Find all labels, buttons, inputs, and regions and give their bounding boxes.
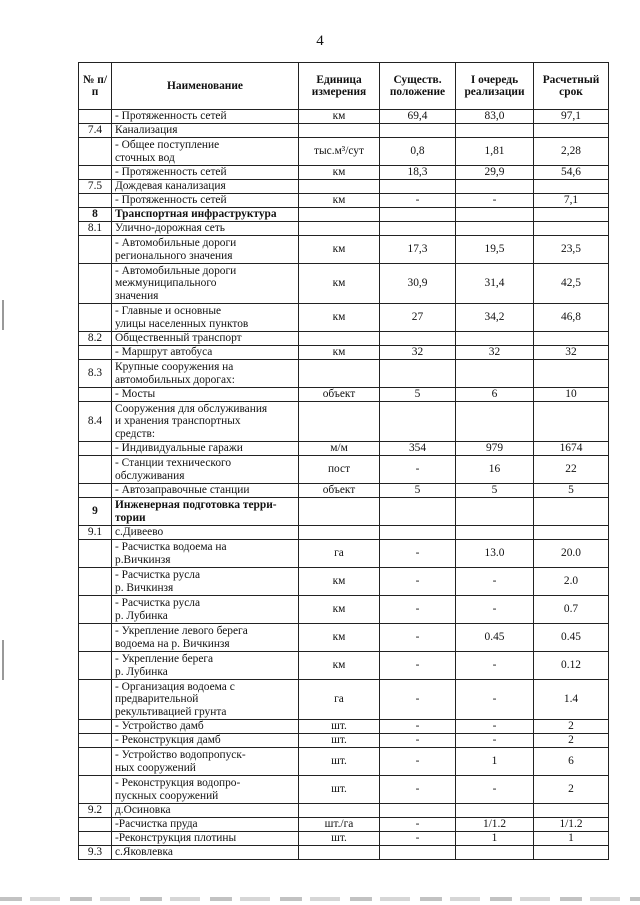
cell-stage1: - [456, 720, 534, 734]
cell-name: Улично-дорожная сеть [112, 222, 299, 236]
cell-target: 2.0 [534, 568, 609, 596]
cell-target: 1.4 [534, 680, 609, 720]
cell-unit: объект [299, 388, 380, 402]
cell-stage1: - [456, 568, 534, 596]
cell-existing: 69,4 [380, 110, 456, 124]
cell-unit: шт. [299, 734, 380, 748]
table-row [79, 180, 609, 194]
cell-unit [299, 360, 380, 388]
cell-stage1: 1,81 [456, 138, 534, 166]
table-row [79, 402, 609, 442]
table-body [79, 110, 609, 860]
cell-existing: 32 [380, 346, 456, 360]
cell-existing: 354 [380, 442, 456, 456]
cell-unit [299, 498, 380, 526]
table-row [79, 222, 609, 236]
cell-unit [299, 180, 380, 194]
cell-existing [380, 124, 456, 138]
cell-unit: км [299, 194, 380, 208]
table-row [79, 166, 609, 180]
cell-unit: км [299, 346, 380, 360]
cell-existing: - [380, 624, 456, 652]
cell-stage1: 1 [456, 832, 534, 846]
cell-target [534, 526, 609, 540]
cell-num [79, 194, 112, 208]
cell-target [534, 124, 609, 138]
cell-existing: 5 [380, 388, 456, 402]
cell-name: - Организация водоема с предварительной рекультивацией грунта [112, 680, 299, 720]
cell-target: 6 [534, 748, 609, 776]
cell-unit [299, 124, 380, 138]
cell-name: - Индивидуальные гаражи [112, 442, 299, 456]
cell-stage1: 29,9 [456, 166, 534, 180]
cell-name: - Автомобильные дороги регионального значения [112, 236, 299, 264]
cell-target: 22 [534, 456, 609, 484]
cell-existing [380, 526, 456, 540]
cell-unit [299, 222, 380, 236]
cell-target: 10 [534, 388, 609, 402]
table-row [79, 208, 609, 222]
cell-num: 9.3 [79, 846, 112, 860]
cell-stage1: - [456, 680, 534, 720]
cell-name: - Протяженность сетей [112, 110, 299, 124]
cell-unit [299, 846, 380, 860]
page-number: 4 [316, 33, 324, 49]
header-target: Расчетный срок [534, 63, 609, 110]
header-unit: Единица измерения [299, 63, 380, 110]
cell-num [79, 166, 112, 180]
cell-target [534, 332, 609, 346]
cell-target: 42,5 [534, 264, 609, 304]
cell-name: - Расчистка русла р. Вичкинзя [112, 568, 299, 596]
cell-stage1 [456, 498, 534, 526]
cell-stage1: - [456, 776, 534, 804]
table-row [79, 264, 609, 304]
table-row [79, 540, 609, 568]
cell-num: 8.4 [79, 402, 112, 442]
cell-name: - Протяженность сетей [112, 194, 299, 208]
cell-num [79, 442, 112, 456]
cell-existing [380, 804, 456, 818]
table-row [79, 304, 609, 332]
table-row [79, 804, 609, 818]
cell-existing: - [380, 776, 456, 804]
cell-name: Крупные сооружения на автомобильных дорогах: [112, 360, 299, 388]
cell-unit: км [299, 652, 380, 680]
cell-stage1: 16 [456, 456, 534, 484]
table-row [79, 568, 609, 596]
cell-num [79, 680, 112, 720]
cell-existing: - [380, 720, 456, 734]
header-name: Наименование [112, 63, 299, 110]
scan-margin-mark [2, 640, 4, 680]
cell-target [534, 402, 609, 442]
cell-existing [380, 180, 456, 194]
cell-stage1: 6 [456, 388, 534, 402]
cell-num: 8.3 [79, 360, 112, 388]
cell-num [79, 346, 112, 360]
cell-num [79, 236, 112, 264]
table-row [79, 776, 609, 804]
table-row [79, 832, 609, 846]
cell-num: 7.5 [79, 180, 112, 194]
cell-unit: шт. [299, 748, 380, 776]
cell-num [79, 110, 112, 124]
cell-unit: га [299, 680, 380, 720]
cell-unit: км [299, 304, 380, 332]
table-row [79, 346, 609, 360]
cell-stage1 [456, 804, 534, 818]
cell-stage1: 13.0 [456, 540, 534, 568]
cell-target [534, 846, 609, 860]
cell-target: 54,6 [534, 166, 609, 180]
cell-name: Канализация [112, 124, 299, 138]
cell-unit [299, 332, 380, 346]
cell-name: - Общее поступление сточных вод [112, 138, 299, 166]
cell-unit: шт. [299, 720, 380, 734]
cell-stage1: - [456, 596, 534, 624]
table-row [79, 748, 609, 776]
cell-target: 97,1 [534, 110, 609, 124]
cell-num [79, 138, 112, 166]
cell-existing: 30,9 [380, 264, 456, 304]
cell-num: 9.2 [79, 804, 112, 818]
cell-target: 2,28 [534, 138, 609, 166]
cell-stage1: 34,2 [456, 304, 534, 332]
table-row [79, 194, 609, 208]
table-row [79, 388, 609, 402]
cell-existing: - [380, 596, 456, 624]
cell-target: 20.0 [534, 540, 609, 568]
cell-target: 2 [534, 720, 609, 734]
cell-existing: - [380, 734, 456, 748]
cell-stage1 [456, 846, 534, 860]
table-row [79, 596, 609, 624]
cell-existing [380, 360, 456, 388]
table-row [79, 818, 609, 832]
cell-existing: 17,3 [380, 236, 456, 264]
cell-target [534, 208, 609, 222]
header-num: № п/п [79, 63, 112, 110]
cell-num [79, 652, 112, 680]
cell-name: - Главные и основные улицы населенных пунктов [112, 304, 299, 332]
cell-num [79, 484, 112, 498]
cell-stage1: 31,4 [456, 264, 534, 304]
cell-name: - Устройство водопропуск- ных сооружений [112, 748, 299, 776]
cell-name: -Расчистка пруда [112, 818, 299, 832]
cell-num [79, 540, 112, 568]
cell-name: д.Осиновка [112, 804, 299, 818]
cell-name: - Станции технического обслуживания [112, 456, 299, 484]
cell-target: 1/1.2 [534, 818, 609, 832]
cell-name: - Реконструкция водопро- пускных сооружений [112, 776, 299, 804]
cell-target: 5 [534, 484, 609, 498]
cell-name: Инженерная подготовка терри- тории [112, 498, 299, 526]
cell-num: 9 [79, 498, 112, 526]
cell-unit: км [299, 236, 380, 264]
cell-name: - Автозаправочные станции [112, 484, 299, 498]
cell-unit: тыс.м³/сут [299, 138, 380, 166]
cell-stage1 [456, 124, 534, 138]
cell-unit: объект [299, 484, 380, 498]
cell-name: Транспортная инфраструктура [112, 208, 299, 222]
cell-target: 7,1 [534, 194, 609, 208]
cell-existing: 0,8 [380, 138, 456, 166]
table-row [79, 734, 609, 748]
table-header-row [79, 63, 609, 110]
cell-target [534, 804, 609, 818]
cell-unit: км [299, 568, 380, 596]
cell-num [79, 776, 112, 804]
cell-existing: - [380, 652, 456, 680]
cell-stage1: 1 [456, 748, 534, 776]
cell-num: 7.4 [79, 124, 112, 138]
cell-existing [380, 222, 456, 236]
cell-target: 46,8 [534, 304, 609, 332]
cell-existing: 18,3 [380, 166, 456, 180]
cell-target [534, 498, 609, 526]
cell-num [79, 832, 112, 846]
cell-num [79, 264, 112, 304]
cell-name: - Расчистка русла р. Лубинка [112, 596, 299, 624]
cell-target: 23,5 [534, 236, 609, 264]
cell-target: 0.45 [534, 624, 609, 652]
cell-stage1: - [456, 652, 534, 680]
cell-unit: шт./га [299, 818, 380, 832]
cell-unit: га [299, 540, 380, 568]
table-row [79, 846, 609, 860]
data-table [78, 62, 609, 860]
cell-num: 8.1 [79, 222, 112, 236]
cell-name: - Маршрут автобуса [112, 346, 299, 360]
table-row [79, 652, 609, 680]
cell-name: - Протяженность сетей [112, 166, 299, 180]
cell-name: - Устройство дамб [112, 720, 299, 734]
cell-existing: - [380, 748, 456, 776]
cell-existing: - [380, 832, 456, 846]
cell-existing [380, 332, 456, 346]
cell-unit: шт. [299, 832, 380, 846]
cell-target [534, 222, 609, 236]
table-row [79, 498, 609, 526]
cell-num [79, 568, 112, 596]
table-row [79, 236, 609, 264]
cell-existing [380, 402, 456, 442]
cell-stage1: 32 [456, 346, 534, 360]
cell-num: 8.2 [79, 332, 112, 346]
cell-target [534, 180, 609, 194]
cell-name: Сооружения для обслуживания и хранения транспортных средств: [112, 402, 299, 442]
cell-existing: - [380, 456, 456, 484]
cell-num: 8 [79, 208, 112, 222]
cell-existing [380, 208, 456, 222]
table-row [79, 624, 609, 652]
cell-existing: - [380, 540, 456, 568]
cell-name: Дождевая канализация [112, 180, 299, 194]
cell-name: - Автомобильные дороги межмуниципального значения [112, 264, 299, 304]
cell-num: 9.1 [79, 526, 112, 540]
cell-unit [299, 804, 380, 818]
cell-unit: км [299, 596, 380, 624]
cell-stage1 [456, 402, 534, 442]
cell-target: 0.12 [534, 652, 609, 680]
cell-name: с.Яковлевка [112, 846, 299, 860]
cell-stage1: 1/1.2 [456, 818, 534, 832]
cell-target: 0.7 [534, 596, 609, 624]
cell-unit: м/м [299, 442, 380, 456]
cell-existing [380, 498, 456, 526]
cell-name: - Укрепление берега р. Лубинка [112, 652, 299, 680]
table-row [79, 442, 609, 456]
cell-unit [299, 526, 380, 540]
cell-unit: км [299, 166, 380, 180]
scan-margin-mark [2, 300, 4, 330]
cell-target: 2 [534, 776, 609, 804]
cell-target: 32 [534, 346, 609, 360]
cell-existing: - [380, 818, 456, 832]
table-row [79, 110, 609, 124]
table-row [79, 456, 609, 484]
cell-stage1: 5 [456, 484, 534, 498]
table-row [79, 124, 609, 138]
table-row [79, 526, 609, 540]
cell-existing: 5 [380, 484, 456, 498]
cell-existing [380, 846, 456, 860]
cell-existing: 27 [380, 304, 456, 332]
cell-name: -Реконструкция плотины [112, 832, 299, 846]
cell-num [79, 456, 112, 484]
cell-stage1: 0.45 [456, 624, 534, 652]
cell-name: - Расчистка водоема на р.Вичкинзя [112, 540, 299, 568]
cell-existing: - [380, 194, 456, 208]
cell-num [79, 818, 112, 832]
table-row [79, 484, 609, 498]
table-row [79, 680, 609, 720]
cell-stage1 [456, 222, 534, 236]
cell-num [79, 304, 112, 332]
cell-num [79, 734, 112, 748]
cell-num [79, 596, 112, 624]
scan-artifact [0, 897, 640, 901]
cell-stage1: - [456, 734, 534, 748]
table-row [79, 360, 609, 388]
cell-stage1 [456, 180, 534, 194]
cell-unit: пост [299, 456, 380, 484]
cell-name: - Мосты [112, 388, 299, 402]
cell-stage1 [456, 526, 534, 540]
cell-stage1: - [456, 194, 534, 208]
cell-target: 1674 [534, 442, 609, 456]
cell-target [534, 360, 609, 388]
cell-existing: - [380, 680, 456, 720]
cell-num [79, 748, 112, 776]
cell-unit [299, 402, 380, 442]
table-row [79, 332, 609, 346]
cell-existing: - [380, 568, 456, 596]
cell-target: 1 [534, 832, 609, 846]
cell-num [79, 388, 112, 402]
header-stage1: I очередь реализации [456, 63, 534, 110]
cell-unit: км [299, 624, 380, 652]
cell-unit [299, 208, 380, 222]
cell-name: - Укрепление левого берега водоема на р. Вичкинзя [112, 624, 299, 652]
cell-name: - Реконструкция дамб [112, 734, 299, 748]
cell-stage1: 19,5 [456, 236, 534, 264]
table-row [79, 138, 609, 166]
cell-stage1 [456, 360, 534, 388]
cell-unit: км [299, 264, 380, 304]
cell-name: с.Дивеево [112, 526, 299, 540]
cell-num [79, 624, 112, 652]
cell-unit: км [299, 110, 380, 124]
cell-num [79, 720, 112, 734]
cell-stage1 [456, 332, 534, 346]
cell-target: 2 [534, 734, 609, 748]
table-row [79, 720, 609, 734]
cell-name: Общественный транспорт [112, 332, 299, 346]
header-existing: Существ. положение [380, 63, 456, 110]
cell-stage1: 979 [456, 442, 534, 456]
cell-stage1 [456, 208, 534, 222]
cell-stage1: 83,0 [456, 110, 534, 124]
cell-unit: шт. [299, 776, 380, 804]
